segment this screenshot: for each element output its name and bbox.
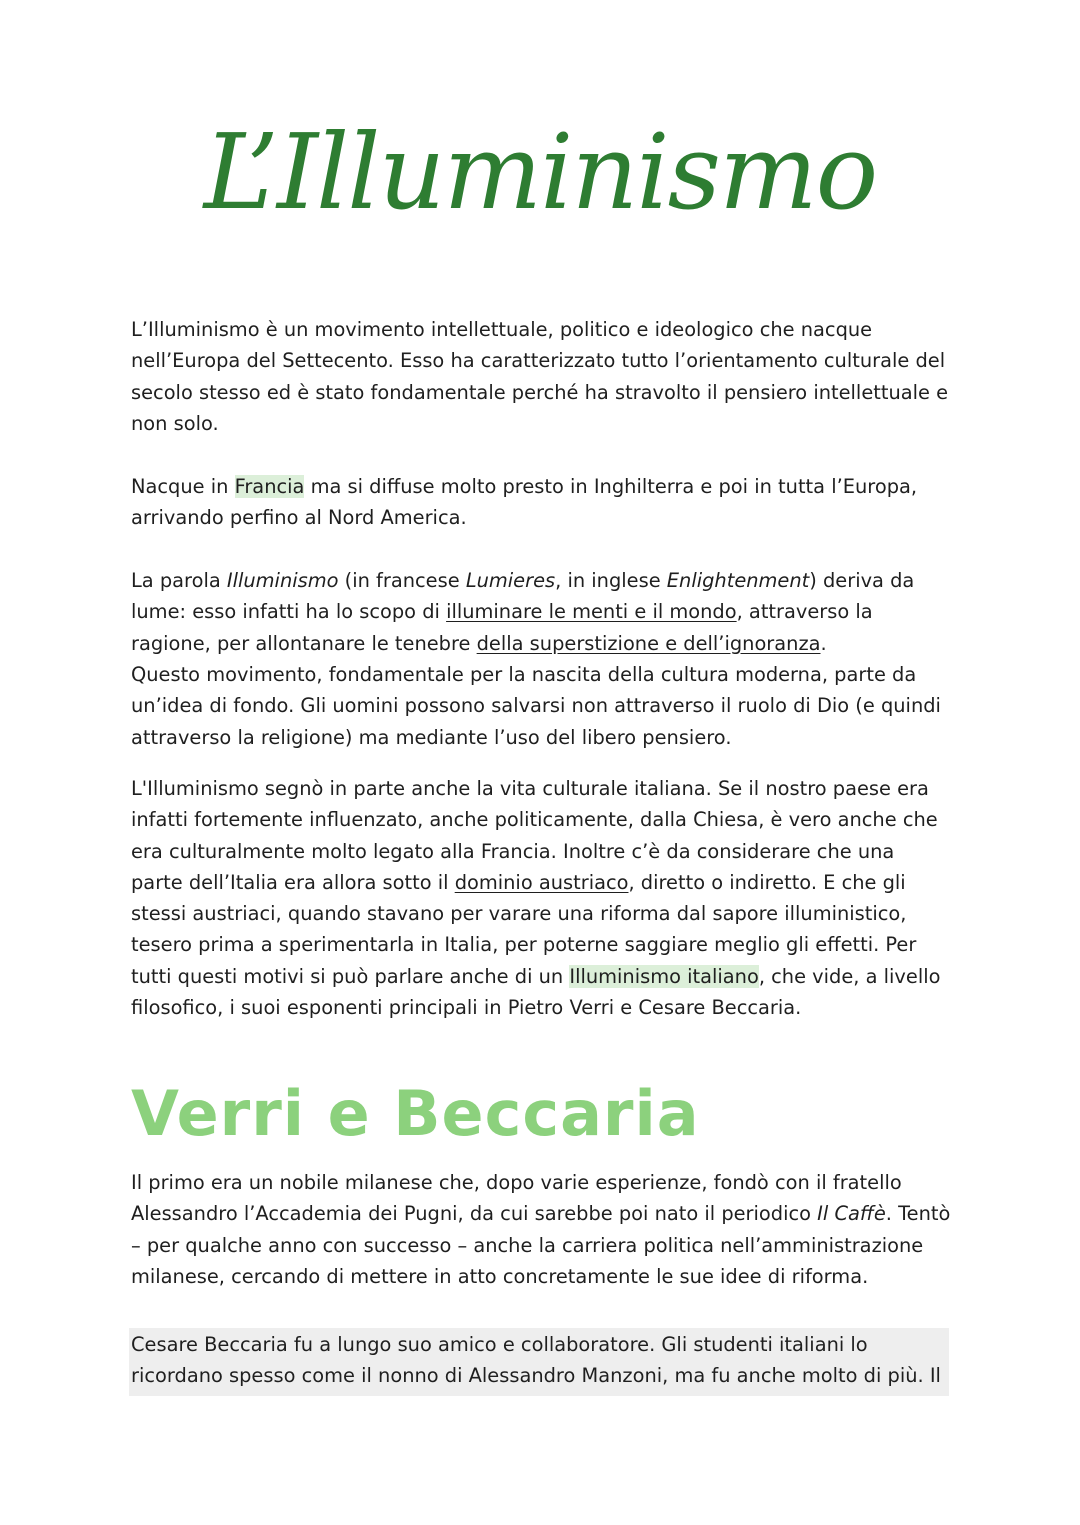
page-title: L’Illuminismo bbox=[203, 111, 877, 233]
section2-paragraph-2 bbox=[131, 1329, 951, 1392]
text-run: , in inglese bbox=[555, 569, 667, 592]
intro-p4-text: Questo movimento, fondamentale per la nascita della cultura moderna, parte da un’idea di fondo. Gli uomini possono salvarsi non attraverso il ruolo di Dio (e quindi attraverso la religione) ma mediante l’uso del libero pensiero. bbox=[131, 663, 941, 749]
text-run: , che vide, a livello filosofico, i suoi esponenti principali in Pietro Verri e Cesare Beccaria. bbox=[131, 964, 941, 1020]
text-run: (in francese bbox=[338, 569, 466, 592]
section2-paragraph-1 bbox=[131, 1167, 951, 1292]
intro-paragraph-5 bbox=[131, 773, 951, 1023]
italic-illuminismo: Illuminismo bbox=[226, 569, 339, 592]
intro-p1-text: L’Illuminismo è un movimento intellettuale, politico e ideologico che nacque nell’Europa del Settecento. Esso ha caratterizzato tutto l’orientamento culturale del secolo stesso ed è stato fondamentale perché ha stravolto il pensiero intellettuale e non solo. bbox=[131, 318, 949, 435]
italic-il-caffe: Il Caffè bbox=[817, 1202, 886, 1226]
section-title-verri-beccaria: Verri e Beccaria bbox=[131, 1077, 700, 1150]
intro-paragraph-4 bbox=[131, 659, 951, 753]
section2-p2-text: Cesare Beccaria fu a lungo suo amico e collaboratore. Gli studenti italiani lo ricordano spesso come il nonno di Alessandro Manzoni, ma fu anche molto di più. Il bbox=[131, 1333, 941, 1388]
text-run: Il primo era un nobile milanese che, dopo varie esperienze, fondò con il fratello Alessandro l’Accademia dei Pugni, da cui sarebbe poi nato il periodico bbox=[131, 1171, 902, 1226]
intro-paragraph-2 bbox=[131, 471, 951, 534]
underline-illuminare: illuminare le menti e il mondo bbox=[446, 600, 737, 624]
text-run: ) deriva da lume: esso infatti ha lo scopo di bbox=[131, 569, 915, 624]
intro-paragraph-1 bbox=[131, 314, 951, 439]
text-run: Nacque in bbox=[131, 475, 235, 498]
text-run: ma si diffuse molto presto in Inghilterra e poi in tutta l’Europa, arrivando perfino al Nord America. bbox=[131, 475, 918, 530]
text-run: La parola bbox=[131, 569, 227, 592]
underline-superstizione: della superstizione e dell’ignoranza bbox=[476, 631, 821, 655]
italic-lumieres: Lumieres bbox=[465, 569, 556, 592]
italic-enlightenment: Enlightenment bbox=[666, 569, 810, 592]
highlight-illuminismo-italiano: Illuminismo italiano bbox=[569, 964, 759, 988]
underline-dominio-austriaco: dominio austriaco bbox=[454, 870, 629, 894]
text-run: , attraverso la ragione, per allontanare le tenebre bbox=[131, 600, 873, 655]
text-run: L'Illuminismo segnò in parte anche la vita culturale italiana. Se il nostro paese era infatti fortemente influenzato, anche politicamente, dalla Chiesa, è vero anche che era culturalmente molto legato alla Francia. Inoltre c’è da considerare che una parte dell’Italia era allora sotto il bbox=[131, 777, 938, 894]
text-run: . Tentò – per qualche anno con successo – anche la carriera politica nell’amministrazione milanese, cercando di mettere in atto concretamente le sue idee di riforma. bbox=[131, 1202, 951, 1288]
highlight-francia: Francia bbox=[234, 475, 305, 498]
intro-paragraph-3 bbox=[131, 565, 951, 659]
text-run: , diretto o indiretto. E che gli stessi austriaci, quando stavano per varare una riforma dal sapore illuministico, tesero prima a sperimentarla in Italia, per poterne saggiare meglio gli effetti. Per tutti questi motivi si può parlare anche di un bbox=[131, 870, 917, 988]
text-run: . bbox=[820, 631, 827, 655]
